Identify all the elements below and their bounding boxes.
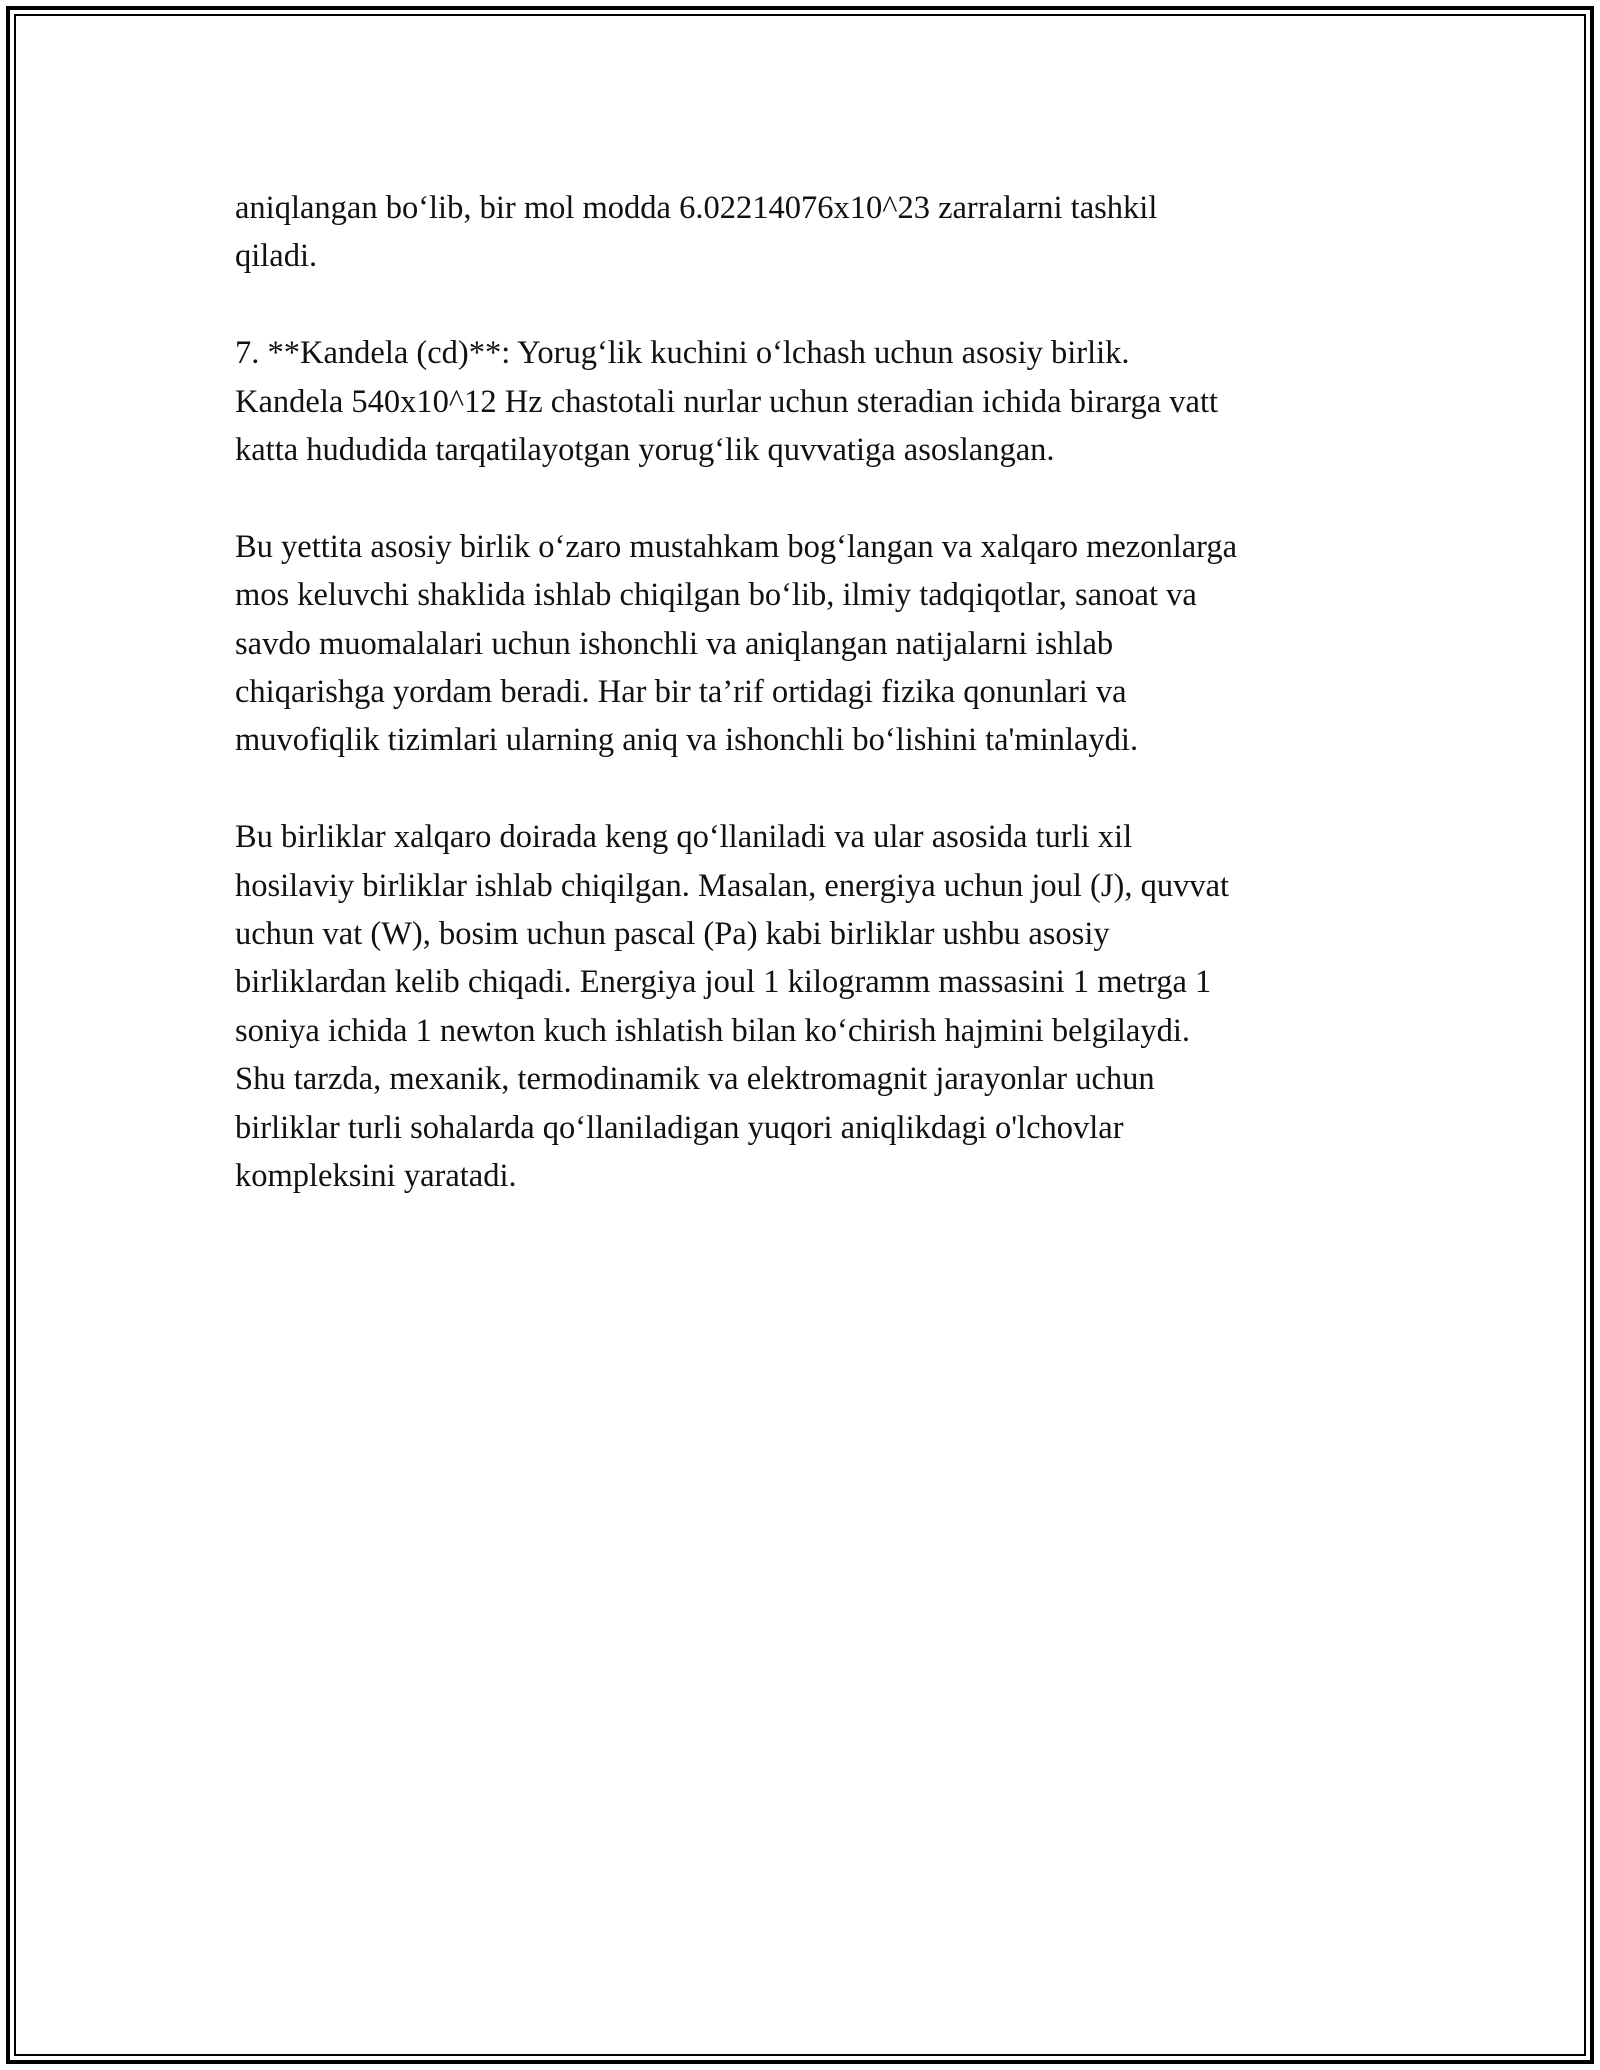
text-line: birliklardan kelib chiqadi. Energiya joul 1 kilogramm massasini 1 metrga 1 [235,964,1212,1001]
text-line: qiladi. [235,238,318,275]
text-line: 7. **Kandela (cd)**: Yorug‘lik kuchini o‘lchash uchun asosiy birlik. [235,335,1130,372]
text-line: soniya ichida 1 newton kuch ishlatish bilan ko‘chirish hajmini belgilaydi. [235,1012,1190,1049]
document-body [235,184,1395,1249]
text-line: Bu birliklar xalqaro doirada keng qo‘llaniladi va ular asosida turli xil [235,819,1133,856]
text-line: mos keluvchi shaklida ishlab chiqilgan bo‘lib, ilmiy tadqiqotlar, sanoat va [235,577,1197,614]
text-line: katta hududida tarqatilayotgan yorug‘lik quvvatiga asoslangan. [235,432,1055,469]
text-line: Kandela 540x10^12 Hz chastotali nurlar uchun steradian ichida birarga vatt [235,383,1218,420]
text-line: muvofiqlik tizimlari ularning aniq va ishonchli bo‘lishini ta'minlaydi. [235,722,1139,759]
text-line: chiqarishga yordam beradi. Har bir ta’rif ortidagi fizika qonunlari va [235,674,1127,711]
text-line: savdo muomalalari uchun ishonchli va aniqlangan natijalarni ishlab [235,625,1114,662]
paragraph-mol-continuation [235,184,1395,281]
text-line: uchun vat (W), bosim uchun pascal (Pa) kabi birliklar ushbu asosiy [235,916,1110,953]
text-line: birliklar turli sohalarda qo‘llaniladigan yuqori aniqlikdagi o'lchovlar [235,1109,1124,1146]
paragraph-derived-units [235,813,1395,1200]
text-line: Shu tarzda, mexanik, termodinamik va elektromagnit jarayonlar uchun [235,1061,1155,1098]
text-line: kompleksini yaratadi. [235,1158,517,1195]
paragraph-kandela [235,329,1395,474]
text-line: Bu yettita asosiy birlik o‘zaro mustahkam bog‘langan va xalqaro mezonlarga [235,528,1238,565]
paragraph-seven-units [235,523,1395,765]
text-line: aniqlangan bo‘lib, bir mol modda 6.02214076x10^23 zarralarni tashkil [235,190,1158,226]
text-line: hosilaviy birliklar ishlab chiqilgan. Masalan, energiya uchun joul (J), quvvat [235,867,1230,904]
